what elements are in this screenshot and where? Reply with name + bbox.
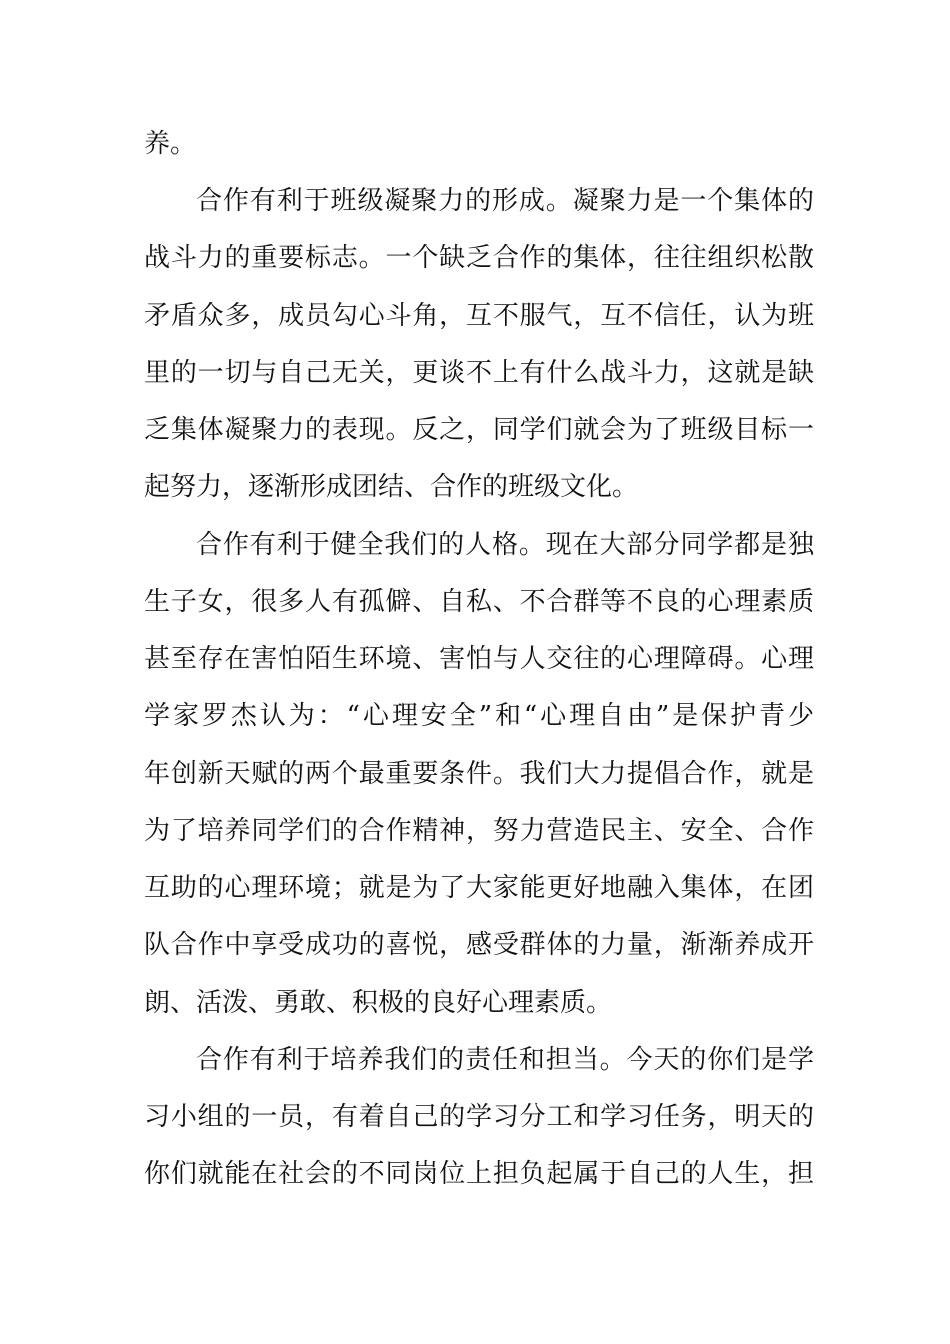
text-line: 养。: [144, 129, 197, 159]
text-line: 年创新天赋的两个最重要条件。我们大力提倡合作，就是: [144, 759, 814, 789]
paragraph-first-line: 合作有利于培养我们的责任和担当。今天的你们是学: [196, 1045, 814, 1075]
text-line: 乏集体凝聚力的表现。反之，同学们就会为了班级目标一: [144, 415, 814, 445]
text-line: 你们就能在社会的不同岗位上担负起属于自己的人生，担: [144, 1159, 814, 1189]
text-line: 朗、活泼、勇敢、积极的良好心理素质。: [144, 988, 613, 1018]
paragraph-first-line: 合作有利于健全我们的人格。现在大部分同学都是独: [196, 530, 814, 560]
text-line: 队合作中享受成功的喜悦，感受群体的力量，渐渐养成开: [144, 930, 814, 960]
text-line: 学家罗杰认为：“心理安全”和“心理自由”是保护青少: [144, 701, 814, 731]
text-line: 甚至存在害怕陌生环境、害怕与人交往的心理障碍。心理: [144, 644, 814, 674]
text-line: 互助的心理环境；就是为了大家能更好地融入集体，在团: [144, 873, 814, 903]
text-line: 矛盾众多，成员勾心斗角，互不服气，互不信任，认为班: [144, 301, 814, 331]
text-line: 起努力，逐渐形成团结、合作的班级文化。: [144, 472, 639, 502]
text-line: 战斗力的重要标志。一个缺乏合作的集体，往往组织松散: [144, 243, 814, 273]
text-line: 里的一切与自己无关，更谈不上有什么战斗力，这就是缺: [144, 358, 814, 388]
paragraph-first-line: 合作有利于班级凝聚力的形成。凝聚力是一个集体的: [196, 186, 814, 216]
text-line: 习小组的一员，有着自己的学习分工和学习任务，明天的: [144, 1102, 814, 1132]
text-line: 为了培养同学们的合作精神，努力营造民主、安全、合作: [144, 816, 814, 846]
text-line: 生子女，很多人有孤僻、自私、不合群等不良的心理素质: [144, 587, 814, 617]
